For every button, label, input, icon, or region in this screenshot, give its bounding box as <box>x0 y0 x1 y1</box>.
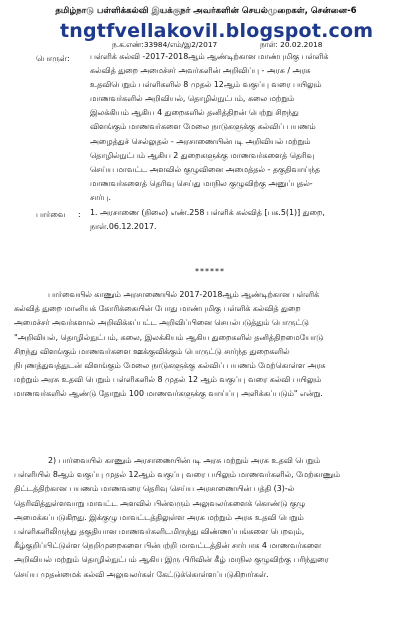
paragraph-line: "அறிவியல், தொழில்நுட்பம், கலை, இலக்கியம் ஆகிய துறைகளில் தனித்திறமையோடு <box>14 332 324 342</box>
paragraph-line: அமைக்கப்படுகிறது. இக்குழு மாவட்டத்திலுள்ள அரசு மற்றும் அரசு உதவி பெறும் <box>14 512 304 522</box>
reference-colon: : <box>78 210 81 219</box>
subject-text <box>90 50 398 205</box>
paragraph-line: அறிவியல் மற்றும் தொழில்நுட்பம் ஆகிய இரு பிரிவின் கீழ் மாநில குழுவிற்கு பரிந்துரை <box>14 555 329 565</box>
reference-line: நாள்.06.12.2017. <box>90 222 157 232</box>
paragraph-line: கீழ்குறிப்பிட்டுள்ள நெறிமுறைகளை பின்பற்றி மாவட்டத்தின் சார்பாக 4 மாணவர்களை <box>14 541 322 551</box>
paragraph-line: சிறந்து விளங்கும் மாணவர்களை ஊக்குவிக்கும் பொருட்டு சார்ந்த துறைகளில் <box>14 346 290 356</box>
reference-label: பார்வை <box>36 210 66 219</box>
subject-line: சார்பு. <box>90 192 111 202</box>
subject-line: அழைத்துச் செல்லுதல் - அரசாணையின்படி அறிவியல் மற்றும் <box>90 136 311 146</box>
paragraph-line: பள்ளிகளிலிருந்து தகுதியான மாணவர்களிடமிருந்து விண்ணப்பங்களை பெறவும், <box>14 527 305 537</box>
paragraph-line: கல்வித் துறை மானியக் கோரிக்கையின் போது மாண்புமிகு பள்ளிக் கல்வித் துறை <box>14 304 301 314</box>
document-date: நாள்: 20.02.2018 <box>260 40 323 49</box>
paragraph-2 <box>14 454 402 582</box>
subject-line: விளங்கும் மாணவர்களை மேலை நாடுகளுக்கு கல்விப் பயணம் <box>90 122 316 132</box>
section-separator: ****** <box>195 267 225 276</box>
paragraph-line: பள்ளியில் 8ஆம் வகுப்பு முதல் 12ஆம் வகுப்பு வரை பயிலும் மாணவர்களில், மேற்காணும் <box>14 470 341 480</box>
reference-text <box>90 206 398 234</box>
paragraph-line: மற்றும் அரசு உதவி பெறும் பள்ளிகளில் 8 முதல் 12 ஆம் வகுப்பு வரை கல்வி பயிலும் <box>14 375 322 385</box>
reference-number-line <box>112 40 402 50</box>
paragraph-line: செய்ய முதன்மைக் கல்வி அலுவலர்கள் கேட்டுக்கொள்ளப்படுகிறார்கள். <box>14 569 269 579</box>
page-title: தமிழ்நாடு பள்ளிக்கல்வி இயக்குநர் அவர்களின் செயல்முறைகள், சென்னை-6 <box>55 6 357 16</box>
subject-line: கல்வித் துறை அமைச்சர் அவர்களின் அறிவிப்பு - அரசு / அரசு <box>90 66 311 76</box>
ref-number: ந.க.எண்:33984/எம்/இ2/2017 <box>112 40 218 49</box>
paragraph-line: திட்டத்திற்கான பயணம் மாணவரை தெரிவு செய்ய அரசாணையின் பத்தி (3)-ல் <box>14 484 295 494</box>
paragraph-line: நிபுணத்துவத்துடன் விளங்கும் மேலை நாடுகளுக்கு கல்விப் பயணம் மேற்கொள்ள அரசு <box>14 361 326 371</box>
subject-line: தொழில்நுட்பம் ஆகிய 2 துறைகளுக்கு மாணவர்களைத் தெரிவு <box>90 150 315 160</box>
subject-line: உதவிபெறும் பள்ளிகளில் 8 முதல் 12ஆம் வகுப்பு வரை பயிலும் <box>90 80 322 90</box>
subject-line: செய்ய மாவட்ட அளவில் குழுவினை அமைத்தல் - தகுதிவாய்ந்த <box>90 164 321 174</box>
paragraph-line: தெரிவித்துள்ளவாறு மாவட்ட அளவில் பின்வரும் அலுவலர்களைக் கொண்டு குழு <box>14 498 306 508</box>
subject-line: இலக்கியம் ஆகிய 4 துறைகளில் தனித்திறன் பெற்று சிறந்து <box>90 108 299 118</box>
subject-line: பள்ளிக் கல்வி -2017-2018ஆம் ஆண்டிற்கான மாண்புமிகு பள்ளிக் <box>90 52 329 61</box>
paragraph-line: 2) பார்வையில் காணும் அரசாணையின்படி அரசு மற்றும் அரசு உதவி பெறும் <box>48 456 321 465</box>
reference-line: 1. அரசாணை (நிலை) எண்.258 பள்ளிக் கல்வித் [பக.5(1)] துறை, <box>90 208 325 217</box>
subject-label: பொருள்: <box>36 54 70 63</box>
blog-watermark: tngtfvellakovil.blogspot.com <box>60 20 374 42</box>
subject-line: மாணவர்களில் அறிவியல், தொழில்நுட்பம், கலை மற்றும் <box>90 94 295 104</box>
paragraph-line: அமைச்சர் அவர்களால் அறிவிக்கப்பட்ட அறிவிப்பினை செயல்படுத்தும் பொருட்டு <box>14 318 309 328</box>
paragraph-1 <box>14 288 402 402</box>
paragraph-line: பார்வையில் காணும் அரசாணையில் 2017-2018ஆம் ஆண்டிற்கான பள்ளிக் <box>48 290 320 299</box>
paragraph-line: மாணவர்களில் ஆண்டு தோறும் 100 மாணவர்களுக்கு வாய்ப்பு அளிக்கப்படும்" என்று. <box>14 389 323 399</box>
subject-line: மாணவர்களைத் தெரிவு செய்து மாநில குழுவிற்கு அனுப்புதல்- <box>90 178 313 188</box>
